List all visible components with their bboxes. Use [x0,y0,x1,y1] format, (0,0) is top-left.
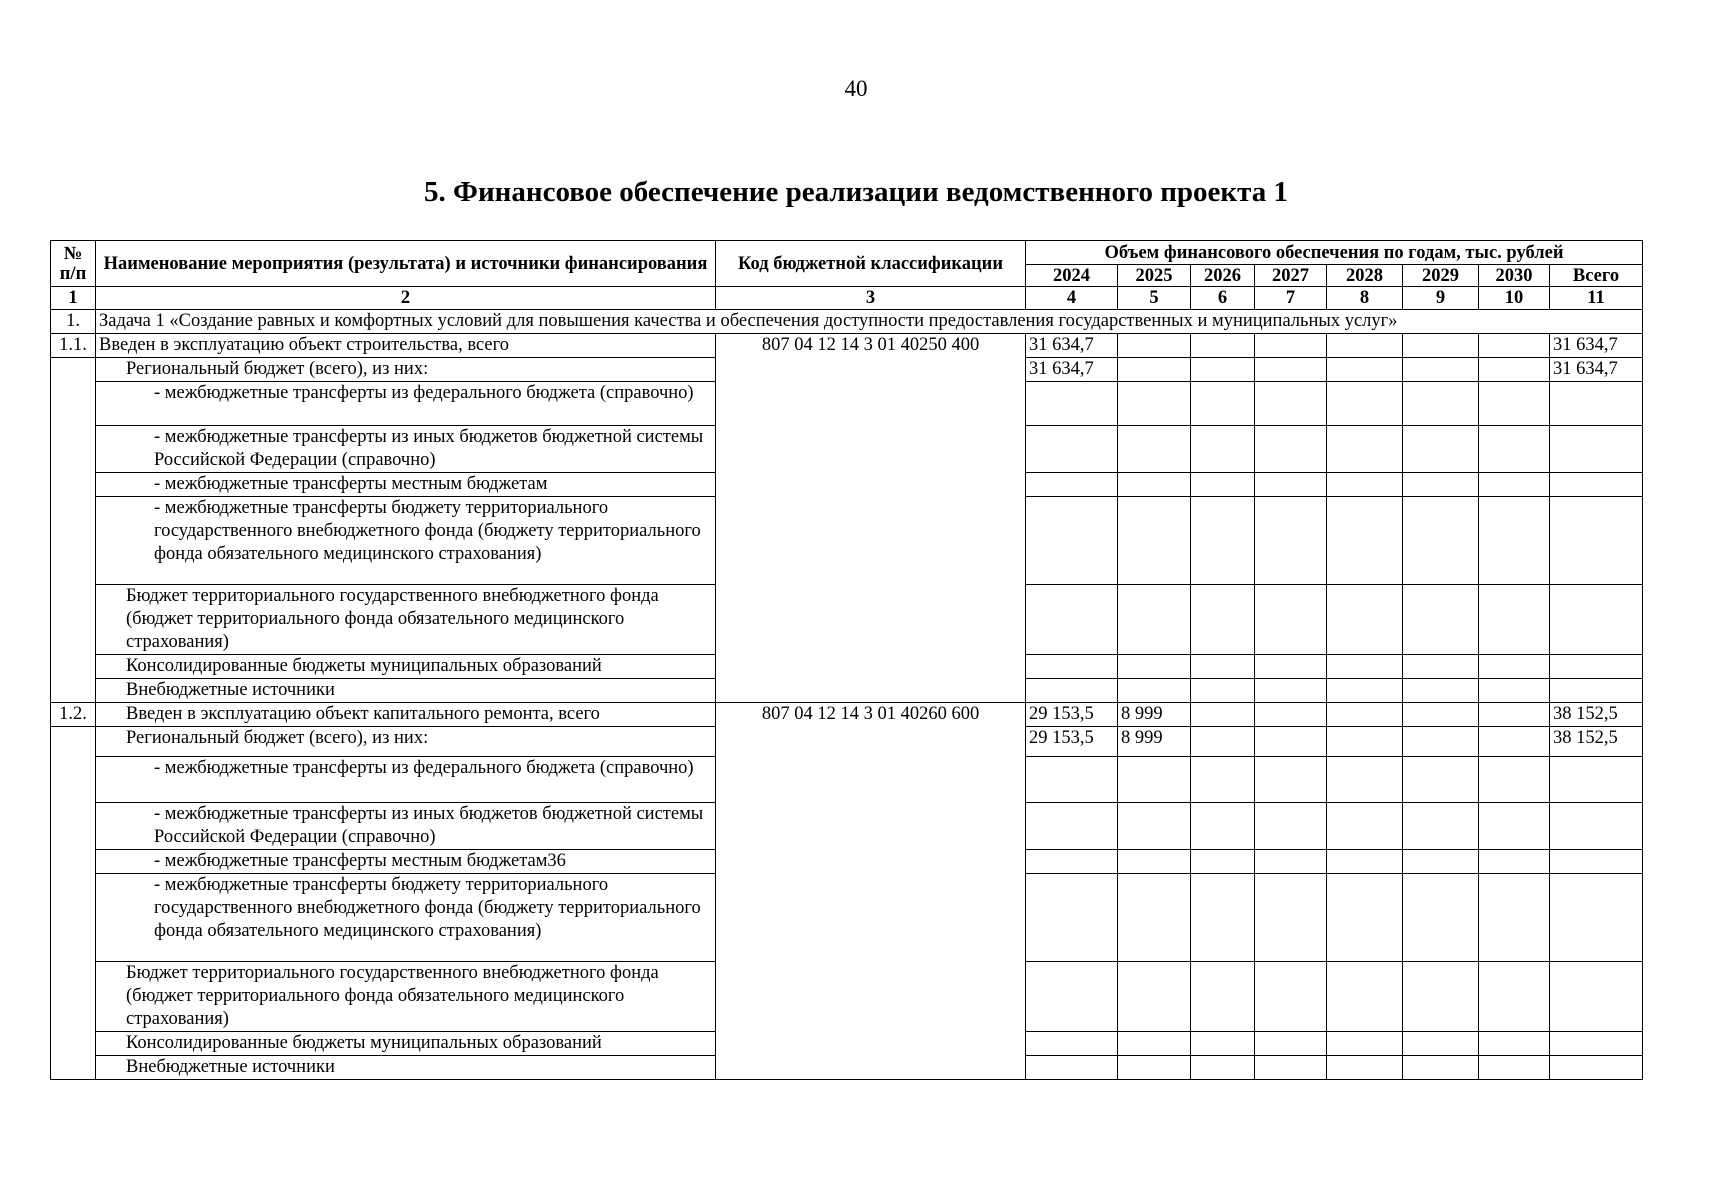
value-cell [1026,655,1118,679]
value-cell [1479,757,1550,803]
value-cell [1255,426,1327,473]
value-cell [1026,679,1118,703]
value-cell [1327,703,1403,727]
value-cell [1118,358,1191,382]
row-name: - межбюджетные трансферты из иных бюджетов бюджетной системы Российской Федерации (справочно) [96,803,716,850]
value-total [1550,874,1643,962]
value-cell [1479,703,1550,727]
value-cell [1026,497,1118,585]
value-cell [1327,655,1403,679]
value-cell [1255,803,1327,850]
value-cell [1479,727,1550,757]
column-number: 4 [1026,287,1118,310]
value-cell [1403,426,1479,473]
value-cell [1479,679,1550,703]
value-cell [1255,850,1327,874]
header-year: 2026 [1191,265,1255,287]
value-cell [1479,358,1550,382]
value-cell [1191,703,1255,727]
value-cell [1403,358,1479,382]
value-cell [1191,497,1255,585]
value-cell [1191,1032,1255,1056]
value-cell [1191,1056,1255,1080]
value-cell [1479,1056,1550,1080]
column-number: 8 [1327,287,1403,310]
row-name: - межбюджетные трансферты бюджету территориального государственного внебюджетного фонда (бюджету территориального фонда обязательного медицинского страхования) [96,874,716,962]
value-cell [1026,1032,1118,1056]
value-cell [1255,1032,1327,1056]
value-cell [1191,382,1255,426]
value-cell [1327,679,1403,703]
value-cell [1118,1056,1191,1080]
task-text: Задача 1 «Создание равных и комфортных условий для повышения качества и обеспечения доступности предоставления государственных и муниципальных услуг» [96,310,1643,334]
row-name: - межбюджетные трансферты из иных бюджетов бюджетной системы Российской Федерации (справочно) [96,426,716,473]
value-total: 38 152,5 [1550,703,1643,727]
column-number: 9 [1403,287,1479,310]
value-cell [1327,334,1403,358]
row-name: Внебюджетные источники [96,679,716,703]
header-volume: Объем финансового обеспечения по годам, тыс. рублей [1026,241,1643,265]
value-cell [1026,382,1118,426]
header-code: Код бюджетной классификации [716,241,1026,287]
value-cell [1118,803,1191,850]
value-cell [1118,497,1191,585]
value-cell [1026,757,1118,803]
row-num: 1.1. [51,334,96,358]
value-cell [1026,426,1118,473]
document-title: 5. Финансовое обеспечение реализации ведомственного проекта 1 [424,176,1288,208]
row-name: Консолидированные бюджеты муниципальных образований [96,1032,716,1056]
value-cell [1118,473,1191,497]
table-row [51,703,1643,727]
value-cell: 8 999 [1118,727,1191,757]
value-cell [1327,473,1403,497]
value-cell [1255,585,1327,655]
value-total [1550,426,1643,473]
value-cell [1118,585,1191,655]
value-cell [1327,1032,1403,1056]
task-row [51,310,1643,334]
value-total [1550,382,1643,426]
row-name: Консолидированные бюджеты муниципальных образований [96,655,716,679]
value-cell [1255,655,1327,679]
value-cell [1479,803,1550,850]
value-cell [1327,757,1403,803]
table-row [51,334,1643,358]
value-cell [1403,703,1479,727]
value-cell [1403,850,1479,874]
row-name: - межбюджетные трансферты из федерального бюджета (справочно) [96,382,716,426]
page-number: 40 [844,76,868,101]
budget-code: 807 04 12 14 3 01 40250 400 [716,334,1026,703]
value-cell [1255,382,1327,426]
header-year: 2029 [1403,265,1479,287]
value-cell [1479,962,1550,1032]
value-cell: 29 153,5 [1026,703,1118,727]
value-cell [1403,757,1479,803]
header-year: 2025 [1118,265,1191,287]
value-total: 38 152,5 [1550,727,1643,757]
column-number: 6 [1191,287,1255,310]
value-cell [1026,1056,1118,1080]
value-cell [1403,334,1479,358]
value-cell [1255,358,1327,382]
value-cell [1118,334,1191,358]
value-cell [1118,655,1191,679]
value-cell [1191,585,1255,655]
value-cell [1026,962,1118,1032]
value-cell [1255,679,1327,703]
num-spacer [51,727,96,1080]
column-number: 7 [1255,287,1327,310]
value-cell [1327,962,1403,1032]
row-name: Бюджет территориального государственного внебюджетного фонда (бюджет территориального фонда обязательного медицинского страхования) [96,962,716,1032]
value-total: 31 634,7 [1550,358,1643,382]
value-cell [1479,874,1550,962]
value-cell [1255,473,1327,497]
num-spacer [51,358,96,703]
header-row [51,241,1643,265]
value-total [1550,1056,1643,1080]
value-cell [1118,382,1191,426]
value-cell [1403,962,1479,1032]
value-cell [1403,497,1479,585]
value-cell [1479,473,1550,497]
financing-table [50,240,1643,1080]
value-cell [1026,874,1118,962]
value-total [1550,850,1643,874]
value-cell [1327,1056,1403,1080]
value-cell [1403,727,1479,757]
value-cell [1327,803,1403,850]
value-cell [1118,1032,1191,1056]
value-cell [1403,473,1479,497]
value-cell [1327,358,1403,382]
header-year: 2024 [1026,265,1118,287]
header-year: 2028 [1327,265,1403,287]
value-cell [1403,1056,1479,1080]
value-total [1550,803,1643,850]
value-cell [1191,850,1255,874]
value-cell [1327,497,1403,585]
header-num: № п/п [51,241,96,287]
header-name: Наименование мероприятия (результата) и источники финансирования [96,241,716,287]
header-year: 2030 [1479,265,1550,287]
value-cell [1118,679,1191,703]
value-cell [1403,655,1479,679]
value-total: 31 634,7 [1550,334,1643,358]
value-cell: 31 634,7 [1026,334,1118,358]
value-total [1550,585,1643,655]
value-cell [1479,655,1550,679]
value-cell: 31 634,7 [1026,358,1118,382]
value-cell [1026,585,1118,655]
value-cell [1327,874,1403,962]
value-cell [1479,585,1550,655]
value-cell [1191,962,1255,1032]
value-cell [1118,962,1191,1032]
value-cell [1479,382,1550,426]
value-cell [1191,679,1255,703]
value-cell [1191,334,1255,358]
value-total [1550,497,1643,585]
value-cell [1403,679,1479,703]
value-cell [1479,334,1550,358]
value-total [1550,1032,1643,1056]
value-cell [1191,727,1255,757]
value-cell [1403,1032,1479,1056]
task-num: 1. [51,310,96,334]
value-cell [1403,803,1479,850]
value-cell [1026,850,1118,874]
value-cell: 29 153,5 [1026,727,1118,757]
column-number: 3 [716,287,1026,310]
value-total [1550,679,1643,703]
row-num: 1.2. [51,703,96,727]
value-total [1550,757,1643,803]
column-number: 2 [96,287,716,310]
row-name: - межбюджетные трансферты местным бюджетам [96,473,716,497]
value-cell [1479,1032,1550,1056]
value-cell [1479,426,1550,473]
value-cell: 8 999 [1118,703,1191,727]
value-cell [1327,382,1403,426]
value-cell [1327,426,1403,473]
column-number-row [51,287,1643,310]
value-cell [1118,874,1191,962]
value-cell [1191,757,1255,803]
column-number: 5 [1118,287,1191,310]
value-cell [1118,426,1191,473]
value-cell [1191,473,1255,497]
value-cell [1118,757,1191,803]
value-cell [1118,850,1191,874]
value-cell [1255,703,1327,727]
value-cell [1255,1056,1327,1080]
value-cell [1026,473,1118,497]
value-total [1550,962,1643,1032]
column-number: 10 [1479,287,1550,310]
value-cell [1479,850,1550,874]
value-cell [1191,426,1255,473]
row-name: Бюджет территориального государственного внебюджетного фонда (бюджет территориального фонда обязательного медицинского страхования) [96,585,716,655]
value-cell [1403,585,1479,655]
header-total: Всего [1550,265,1643,287]
value-cell [1255,334,1327,358]
value-cell [1255,497,1327,585]
value-total [1550,473,1643,497]
row-name: Введен в эксплуатацию объект капитального ремонта, всего [96,703,716,727]
value-cell [1327,585,1403,655]
budget-code: 807 04 12 14 3 01 40260 600 [716,703,1026,1080]
value-cell [1191,655,1255,679]
row-name: Введен в эксплуатацию объект строительства, всего [96,334,716,358]
value-cell [1026,803,1118,850]
value-cell [1255,727,1327,757]
value-cell [1255,874,1327,962]
row-name: - межбюджетные трансферты местным бюджетам36 [96,850,716,874]
value-cell [1403,874,1479,962]
value-total [1550,655,1643,679]
value-cell [1191,358,1255,382]
row-name: Региональный бюджет (всего), из них: [96,358,716,382]
value-cell [1191,874,1255,962]
header-year: 2027 [1255,265,1327,287]
value-cell [1403,382,1479,426]
value-cell [1327,850,1403,874]
row-name: - межбюджетные трансферты из федерального бюджета (справочно) [96,757,716,803]
value-cell [1255,757,1327,803]
row-name: Внебюджетные источники [96,1056,716,1080]
row-name: - межбюджетные трансферты бюджету территориального государственного внебюджетного фонда (бюджету территориального фонда обязательного медицинского страхования) [96,497,716,585]
value-cell [1327,727,1403,757]
column-number: 1 [51,287,96,310]
row-name: Региональный бюджет (всего), из них: [96,727,716,757]
value-cell [1255,962,1327,1032]
value-cell [1479,497,1550,585]
column-number: 11 [1550,287,1643,310]
value-cell [1191,803,1255,850]
